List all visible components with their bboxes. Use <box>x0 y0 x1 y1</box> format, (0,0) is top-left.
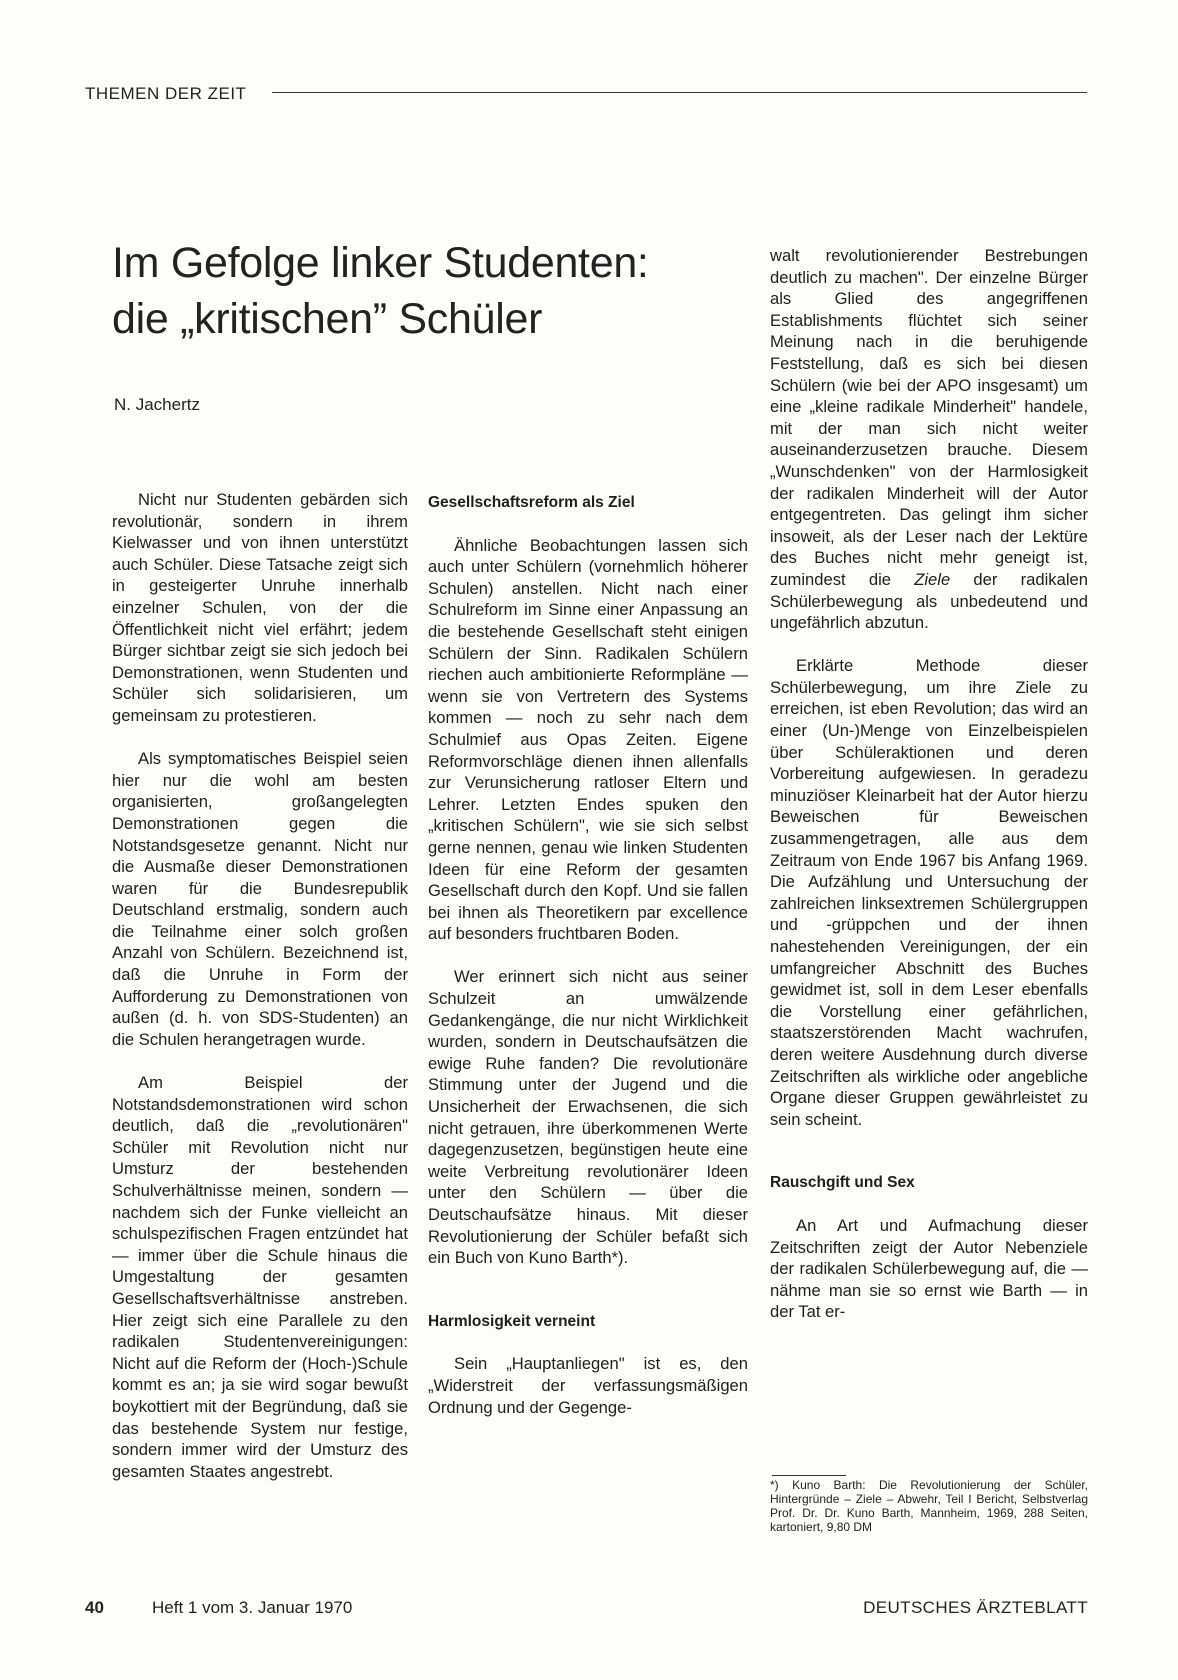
footnote-rule <box>772 1475 846 1476</box>
paragraph: Nicht nur Studenten gebärden sich revolutionär, sondern in ihrem Kielwasser und von ihnen unterstützt auch Schüler. Diese Tatsache zeigt sich in gesteigerter Unruhe innerhalb einzelner Schulen, von der die Öffentlichkeit nicht viel erfährt; jedem Bürger sichtbar zeigt sie sich jedoch bei Demonstrationen, wenn Studenten und Schüler sich solidarisieren, um gemeinsam zu protestieren. <box>112 490 408 725</box>
paragraph: An Art und Aufmachung dieser Zeitschriften zeigt der Autor Nebenziele der radikalen Schülerbewegung auf, die — nähme man sie so ernst wie Barth — in der Tat er- <box>770 1215 1088 1322</box>
title-line-2: die „kritischen” Schüler <box>112 295 543 343</box>
paragraph: Als symptomatisches Beispiel seien hier nur die wohl am besten organisierten, großangelegten Demonstrationen gegen die Notstandsgesetze genannt. Nicht nur die Ausmaße dieser Demonstrationen waren für die Bundesrepublik Deutschland erstmalig, sondern auch die Teilnahme einer solch großen Anzahl von Schülern. Bezeichnend ist, daß die Unruhe in Form der Aufforderung zu Demonstrationen von außen (d. h. von SDS-Studenten) an die Schulen herangetragen wurde. <box>112 749 408 1049</box>
text-column-2 <box>428 492 748 1418</box>
author-name: N. Jachertz <box>114 395 200 414</box>
paragraph: Ähnliche Beobachtungen lassen sich auch unter Schülern (vornehmlich höherer Schulen) anstellen. Nicht nach einer Schulreform im Sinne einer Anpassung an die bestehende Gesellschaft steht einigen Schülern der Sinn. Radikalen Schülern riechen auch ambitionierte Reformpläne — wenn sie von Vertretern des Systems kommen — noch zu sehr nach dem Schulmief aus Opas Zeiten. Eigene Reformvorschläge dienen ihnen allenfalls zur Verunsicherung ratloser Eltern und Lehrer. Letzten Endes spuken den „kritischen Schülern", wie sie sich selbst gerne nennen, genau wie linken Studenten Ideen für eine Reform der gesamten Gesellschaft durch den Kopf. Und sie fallen bei ihnen als Theoretikern par excellence auf besonders fruchtbaren Boden. <box>428 535 748 944</box>
paragraph: Sein „Hauptanliegen" ist es, den „Widerstreit der verfassungsmäßigen Ordnung und der Gegenge- <box>428 1354 748 1417</box>
paragraph <box>770 245 1088 634</box>
section-header: THEMEN DER ZEIT <box>85 84 247 103</box>
paragraph: Am Beispiel der Notstandsdemonstrationen wird schon deutlich, daß die „revolutionären" Schüler mit Revolution nicht nur Umsturz der bestehenden Schulverhältnisse meinen, sondern — nachdem sich der Funke vielleicht an schulspezifischen Fragen entzündet hat — immer über die Schule hinaus die Umgestaltung der gesamten Gesellschaftsverhältnisse anstreben. Hier zeigt sich eine Parallele zu den radikalen Studentenvereinigungen: Nicht auf die Reform der (Hoch-)Schule kommt es an; ja sie wird sogar bewußt boykottiert mit der Begründung, daß sie das bestehende System nur festige, sondern immer wird der Umsturz des gesamten Staates angestrebt. <box>112 1073 408 1481</box>
emphasis: Ziele <box>914 569 951 589</box>
article-title <box>112 235 752 347</box>
header-rule <box>272 92 1087 93</box>
paragraph: Wer erinnert sich nicht aus seiner Schulzeit an umwälzende Gedankengänge, die nur nicht Wirklichkeit wurden, sondern in Deutschaufsätzen die ewige Ruhe fanden? Die revolutionäre Stimmung unter der Jugend und die Unsicherheit der Erwachsenen, die sich nicht getrauen, ihre überkommenen Werte dagegenzusetzen, begünstigen heute eine weite Verbreitung revolutionärer Ideen unter den Schülern — über die Deutschaufsätze hinaus. Mit dieser Revolutionierung der Schüler befaßt sich ein Buch von Kuno Barth*). <box>428 967 748 1268</box>
paragraph-text: walt revolutionierender Bestrebungen deutlich zu machen". Der einzelne Bürger als Glied des angegriffenen Establishments flüchtet sich seiner Meinung nach in die beruhigende Feststellung, daß es sich bei diesen Schülern (wie bei der APO insgesamt) um eine „kleine radikale Minderheit" handele, mit der man sich nicht weiter auseinanderzusetzen brauche. Diesem „Wunschdenken" von der Harmlosigkeit der radikalen Minderheit will der Autor entgegentreten. Das gelingt ihm sicher insoweit, als der Leser nach der Lektüre des Buches nicht mehr geneigt ist, zumindest die <box>770 246 1088 589</box>
title-line-1: Im Gefolge linker Studenten: <box>112 239 649 287</box>
issue-info: Heft 1 vom 3. Januar 1970 <box>152 1598 353 1617</box>
subheading: Rauschgift und Sex <box>770 1174 915 1192</box>
paragraph: Erklärte Methode dieser Schülerbewegung, um ihre Ziele zu erreichen, ist eben Revolution; das wird an einer (Un-)Menge von Einzelbeispielen über Schüleraktionen und deren Vorbereitung aufgewiesen. In geradezu minuziöser Kleinarbeit hat der Autor hierzu Beweischen für Beweischen zusammengetragen, alle aus dem Zeitraum von Ende 1967 bis Anfang 1969. Die Aufzählung und Untersuchung der zahlreichen linksextremen Schülergruppen und -grüppchen und der ihnen nahestehenden Vereinigungen, der ein umfangreicher Abschnitt des Buches gewidmet ist, soll in dem Leser ebenfalls die Vorstellung einer gefährlichen, staatszerstörenden Macht wachrufen, deren weitere Ausdehnung durch diverse Zeitschriften als wirkliche oder angebliche Organe dieser Gruppen gewährleistet zu sein scheint. <box>770 656 1088 1129</box>
journal-name: DEUTSCHES ÄRZTEBLATT <box>863 1598 1088 1617</box>
paragraph-text: der radikalen Schülerbewegung als unbedeutend und ungefährlich abzutun. <box>770 569 1088 633</box>
text-column-1 <box>112 489 408 1482</box>
subheading: Harmlosigkeit verneint <box>428 1312 596 1330</box>
footnote: *) Kuno Barth: Die Revolutionierung der Schüler, Hintergründe – Ziele – Abwehr, Teil I Bericht, Selbstverlag Prof. Dr. Dr. Kuno Barth, Mannheim, 1969, 288 Seiten, kartoniert, 9,80 DM <box>770 1478 1088 1534</box>
subheading: Gesellschaftsreform als Ziel <box>428 494 635 511</box>
text-column-3 <box>770 245 1088 1323</box>
page-number: 40 <box>85 1598 104 1617</box>
